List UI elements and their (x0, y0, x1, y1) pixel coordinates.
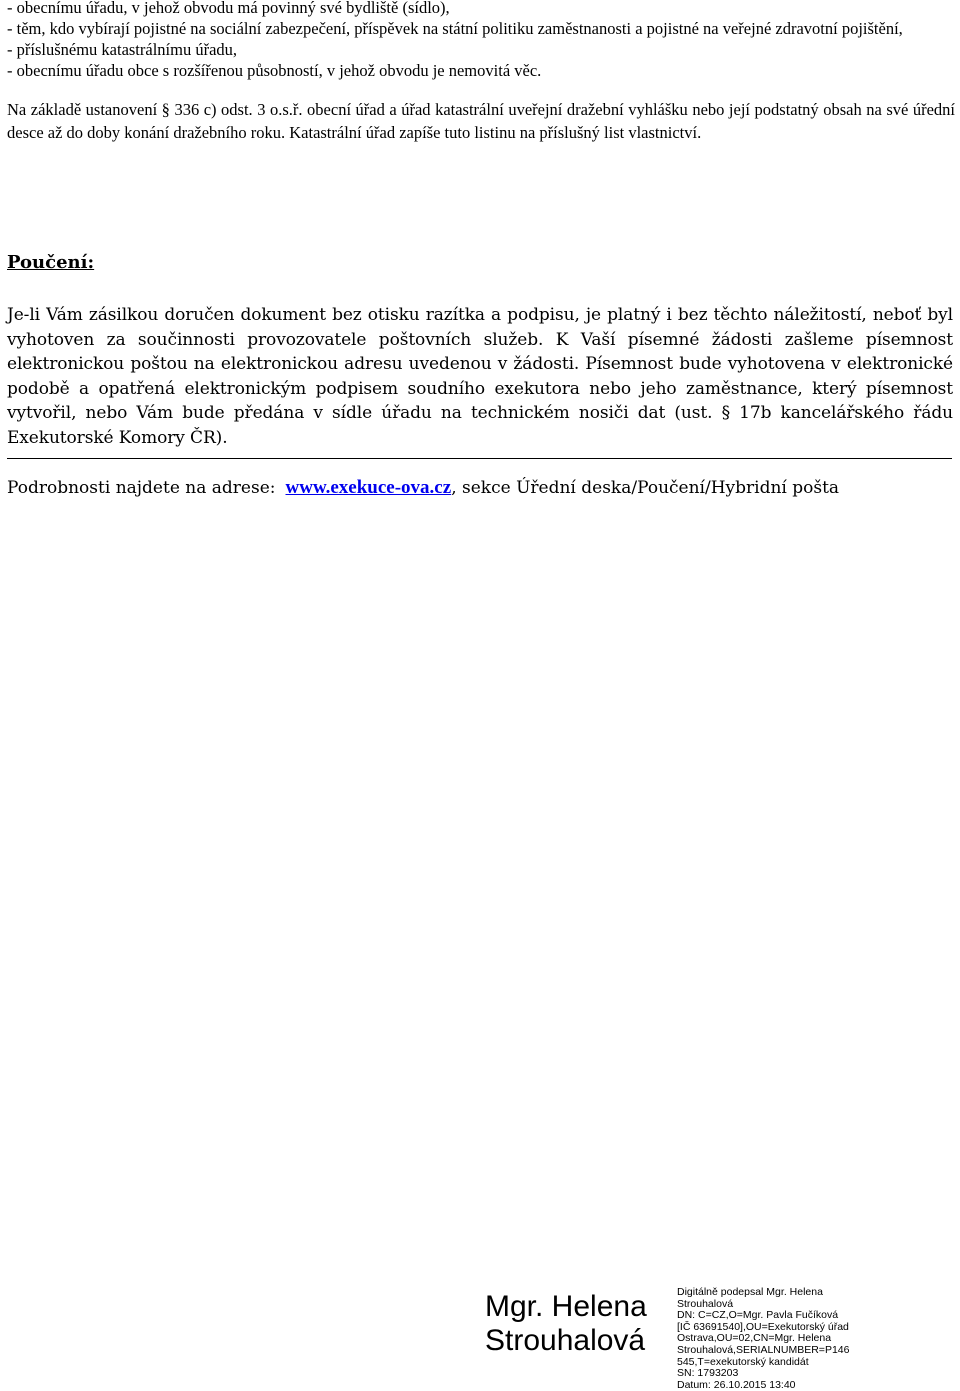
signature-name (485, 1290, 647, 1358)
signature-detail-line: Datum: 26.10.2015 13:40 (677, 1378, 796, 1391)
recipients-list (7, 0, 955, 81)
list-item: - příslušnému katastrálnímu úřadu, (7, 40, 238, 59)
list-item: - těm, kdo vybírají pojistné na sociální zabezpečení, příspěvek na státní politiku zaměstnanosti a pojistné na veřejné zdravotní pojištění, (7, 19, 903, 38)
website-link[interactable]: www.exekuce-ova.cz (285, 477, 452, 498)
list-item: - obecnímu úřadu obce s rozšířenou působností, v jehož obvodu je nemovitá věc. (7, 61, 542, 80)
signature-detail-line: Strouhalová (677, 1297, 734, 1310)
details-suffix: , sekce Úřední deska/Poučení/Hybridní pošta (451, 478, 840, 498)
signature-detail-line: 545,T=exekutorský kandidát (677, 1355, 809, 1368)
signature-detail-line: Strouhalová,SERIALNUMBER=P146 (677, 1343, 850, 1356)
document-body (7, 0, 955, 144)
list-item: - obecnímu úřadu, v jehož obvodu má povinný své bydliště (sídlo), (7, 0, 450, 17)
legal-paragraph: Na základě ustanovení § 336 c) odst. 3 o.s.ř. obecní úřad a úřad katastrální uveřejní dražební vyhlášku nebo její podstatný obsah na své úřední desce až do doby konání dražebního roku. Katastrální úřad zapíše tuto listinu na příslušný list vlastnictví. (7, 100, 955, 142)
signature-detail-line: [IČ 63691540],OU=Exekutorský úřad (677, 1320, 849, 1333)
signature-detail-line: SN: 1793203 (677, 1367, 739, 1380)
pouceni-body: Je-li Vám zásilkou doručen dokument bez otisku razítka a podpisu, je platný i bez těchto náležitostí, neboť byl vyhotoven za součinnosti provozovatele poštovních služeb. K Vaší písemné žádosti zašleme písemnost elektronickou poštou na elektronickou adresu uvedenou v žádosti. Písemnost bude vyhotovena v elektronické podobě a opatřená elektronickým podpisem soudního exekutora nebo jeho zaměstnance, který písemnost vytvořil, nebo Vám bude předána v sídle úřadu na technickém nosiči dat (ust. § 17b kancelářského řádu Exekutorské Komory ČR). (7, 305, 953, 448)
signature-name-line1: Mgr. Helena (485, 1290, 647, 1323)
signature-name-line2: Strouhalová (485, 1324, 646, 1357)
signature-details (677, 1287, 897, 1391)
pouceni-heading: Poučení: (7, 252, 95, 273)
details-prefix: Podrobnosti najdete na adrese: (7, 478, 276, 498)
signature-detail-line: Ostrava,OU=02,CN=Mgr. Helena (677, 1332, 832, 1345)
signature-detail-line: DN: C=CZ,O=Mgr. Pavla Fučíková (677, 1309, 839, 1322)
details-line (7, 476, 839, 500)
signature-detail-line: Digitálně podepsal Mgr. Helena (677, 1286, 823, 1298)
divider (7, 458, 952, 459)
